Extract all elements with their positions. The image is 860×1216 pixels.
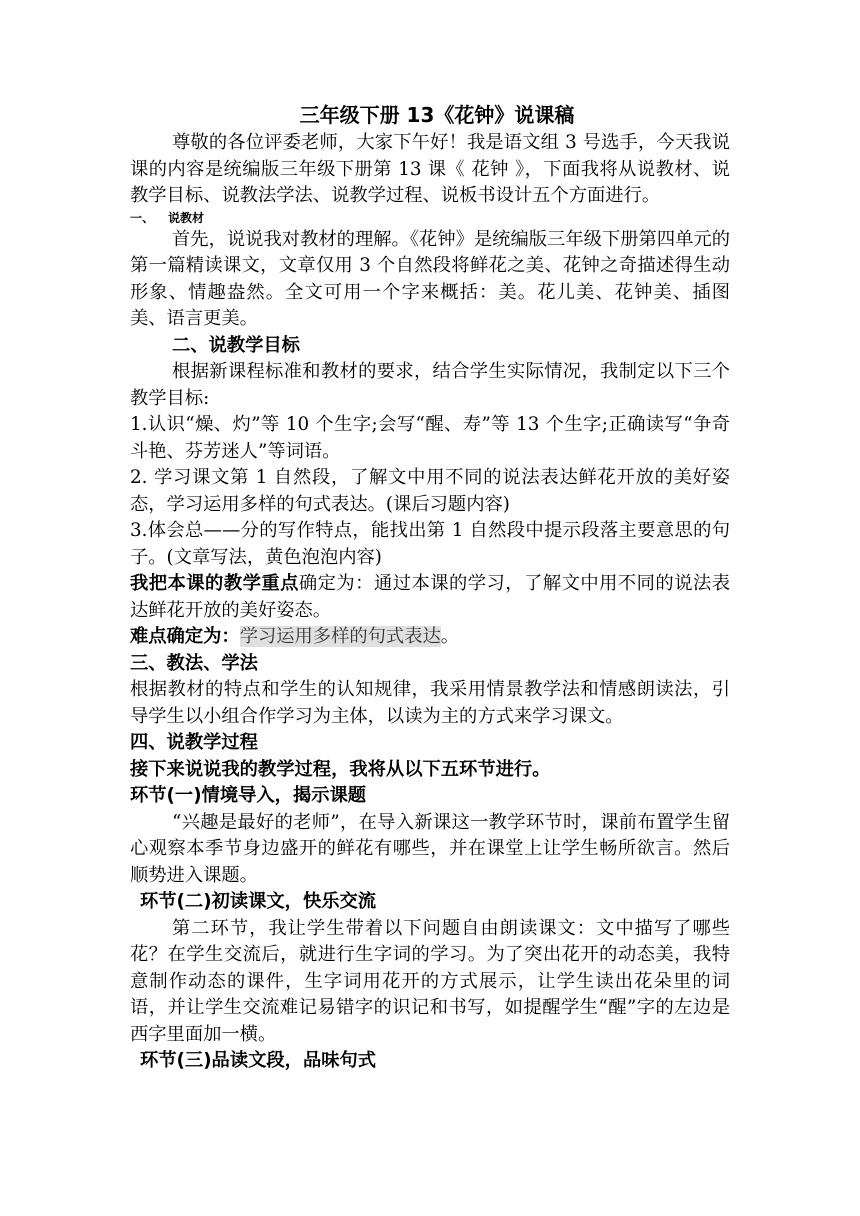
difficulty-end: 。 — [440, 626, 460, 647]
key-point-paragraph — [130, 571, 730, 624]
step-1-paragraph: “兴趣是最好的老师”，在导入新课这一教学环节时，课前布置学生留心观察本季节身边盛开的鲜花有哪些，并在课堂上让学生畅所欲言。然后顺势进入课题。 — [130, 811, 730, 886]
key-point-label: 我把本课的教学重点 — [130, 573, 299, 594]
section-1-title: 说教材 — [168, 210, 205, 225]
goal-item-3: 3.体会总——分的写作特点，能找出第 1 自然段中提示段落主要意思的句子。(文章写法，黄色泡泡内容) — [130, 520, 730, 568]
section-4-heading: 四、说教学过程 — [130, 732, 258, 753]
key-point-text: 确定为：通过本课的学习，了解文中用不同的说法表达鲜花开放的美好姿态。 — [130, 573, 731, 621]
document-page — [130, 100, 730, 1075]
section-2-heading: 二、说教学目标 — [172, 334, 300, 356]
section-1-number: 一、 — [130, 210, 155, 225]
section-1-heading — [130, 210, 730, 227]
step-2-paragraph: 第二环节，我让学生带着以下问题自由朗读课文：文中描写了哪些花？在学生交流后，就进行生字词的学习。为了突出花开的动态美，我特意制作动态的课件，生字词用花开的方式展示，让学生读出花朵里的词语，并让学生交流难记易错字的识记和书写，如提醒学生“醒”字的左边是西字里面加一横。 — [130, 917, 730, 1045]
step-3-heading: 环节(三)品读文段，品味句式 — [140, 1050, 377, 1071]
section-4-lead: 接下来说说我的教学过程，我将从以下五环节进行。 — [130, 758, 551, 780]
section-3-heading: 三、教法、学法 — [130, 652, 258, 674]
section-3-paragraph: 根据教材的特点和学生的认知规律，我采用情景教学法和情感朗读法，引导学生以小组合作学习为主体，以读为主的方式来学习课文。 — [130, 679, 730, 727]
section-1-paragraph: 首先，说说我对教材的理解。《花钟》是统编版三年级下册第四单元的第一篇精读课文，文章仅用 3 个自然段将鲜花之美、花钟之奇描述得生动形象、情趣盎然。全文可用一个字来概括：美。花儿美、花钟美、插图美、语言更美。 — [130, 228, 730, 329]
section-2-paragraph: 根据新课程标准和教材的要求，结合学生实际情况，我制定以下三个教学目标: — [130, 361, 730, 409]
difficulty-label: 难点确定为： — [130, 626, 240, 647]
difficulty-paragraph — [130, 624, 730, 651]
step-2-heading: 环节(二)初读课文，快乐交流 — [140, 891, 377, 912]
goal-item-2: 2. 学习课文第 1 自然段，了解文中用不同的说法表达鲜花开放的美好姿态，学习运用多样的句式表达。(课后习题内容) — [130, 467, 730, 515]
step-1-heading: 环节(一)情境导入，揭示课题 — [130, 785, 367, 806]
intro-paragraph: 尊敬的各位评委老师，大家下午好！我是语文组 3 号选手，今天我说课的内容是统编版三年级下册第 13 课《 花钟 》，下面我将从说教材、说教学目标、说教法学法、说教学过程、说板书设计五个方面进行。 — [130, 132, 730, 206]
difficulty-text: 学习运用多样的句式表达 — [239, 626, 441, 647]
document-title: 三年级下册 13《花钟》说课稿 — [299, 103, 575, 127]
goal-item-1: 1.认识“燥、灼”等 10 个生字;会写“醒、寿”等 13 个生字;正确读写“争奇斗艳、芬芳迷人”等词语。 — [130, 414, 730, 462]
